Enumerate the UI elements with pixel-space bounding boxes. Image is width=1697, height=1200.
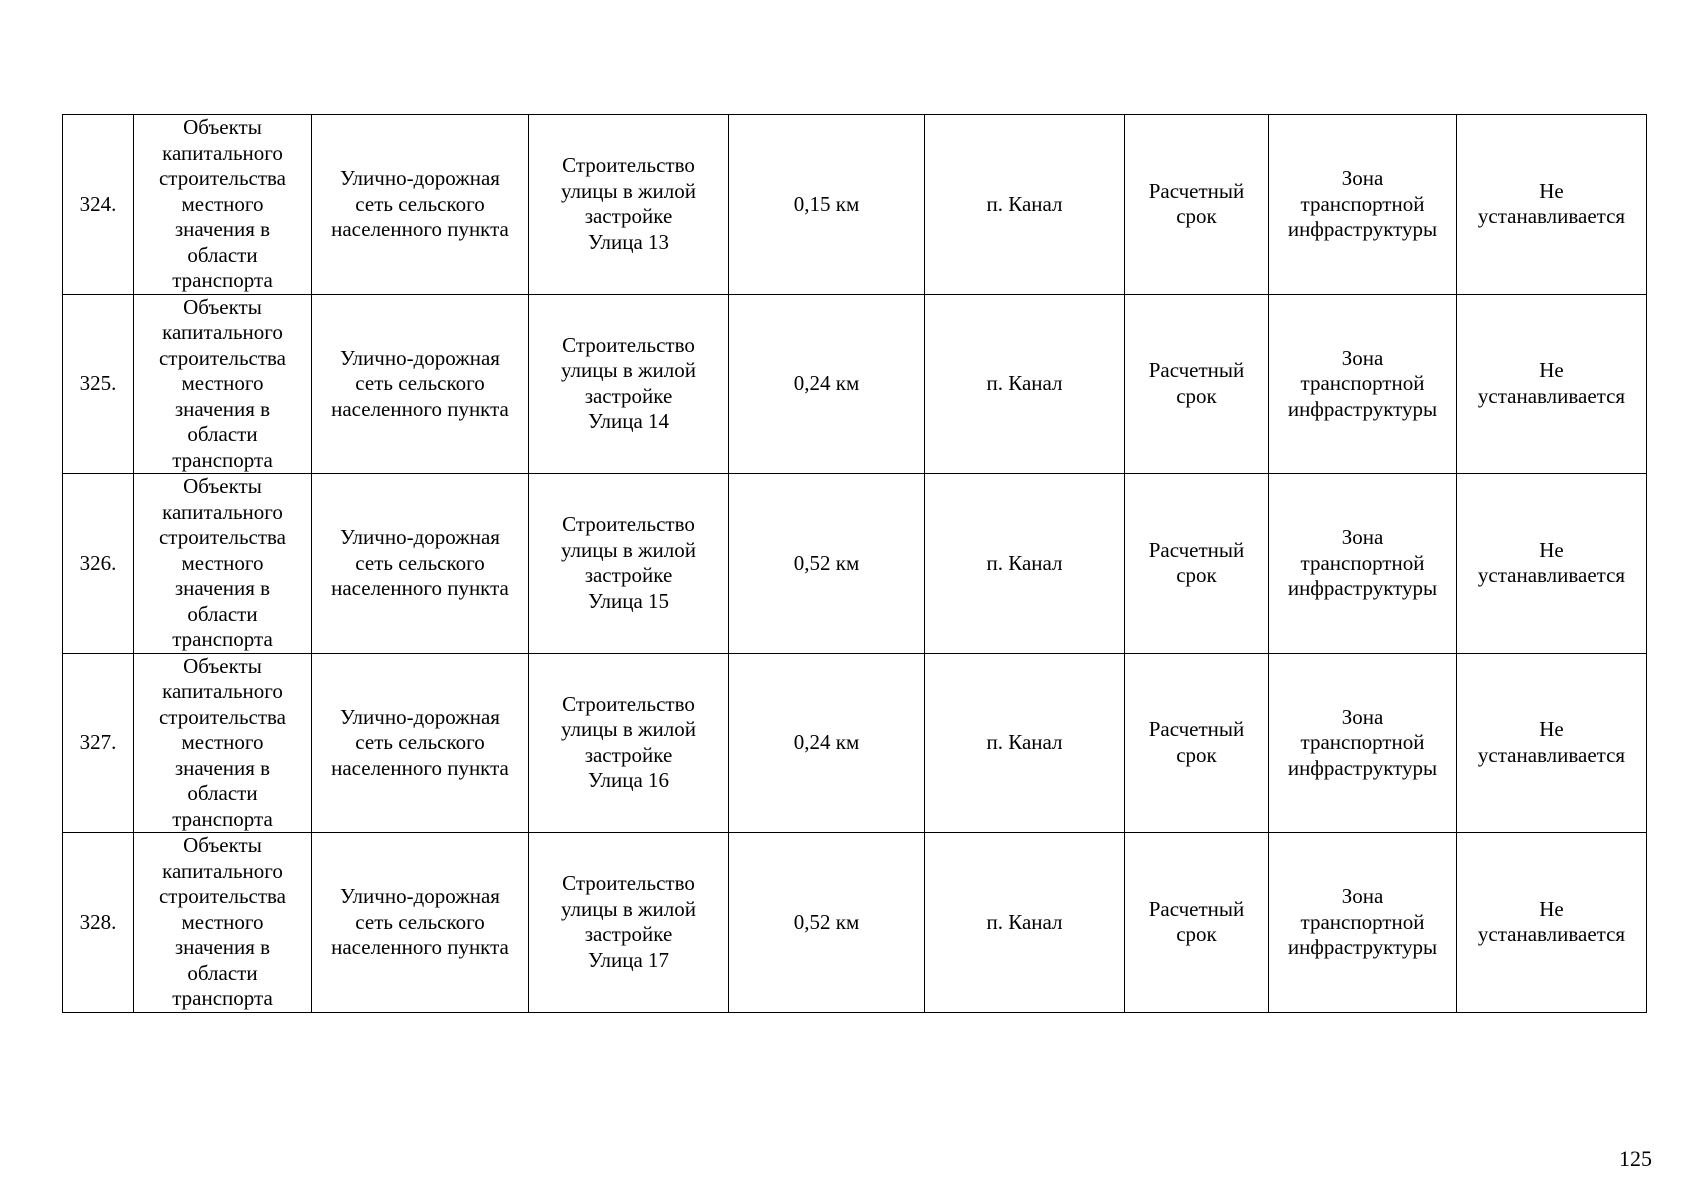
- object-name-cell: [529, 833, 729, 1013]
- category-line: капитального: [162, 140, 283, 165]
- object-name-line: застройке: [584, 922, 673, 947]
- object-name-line: Строительство: [562, 153, 695, 178]
- object-name-cell: [529, 294, 729, 474]
- zone-cell: [1269, 833, 1457, 1013]
- zone-cell: [1269, 474, 1457, 654]
- zone-line: транспортной: [1300, 191, 1425, 216]
- category-line: транспорта: [172, 268, 273, 292]
- object-type-cell: [312, 653, 529, 833]
- category-cell: [134, 474, 312, 654]
- category-line: Объекты: [183, 115, 262, 139]
- length-cell: 0,24 км: [729, 653, 925, 833]
- zone-line: транспортной: [1300, 371, 1425, 395]
- object-type-line: населенного пункта: [331, 217, 509, 241]
- table-body: [63, 115, 1647, 1013]
- category-line: местного: [181, 371, 264, 395]
- objects-table: [62, 114, 1647, 1013]
- category-line: местного: [181, 730, 264, 754]
- row-number-cell: 325.: [63, 294, 134, 474]
- zone-line: Зона: [1341, 166, 1384, 190]
- term-cell: [1125, 474, 1269, 654]
- restriction-cell: [1457, 474, 1647, 654]
- object-name-cell: [529, 474, 729, 654]
- object-name-line: улицы в жилой: [560, 358, 697, 383]
- object-name-line: улицы в жилой: [560, 178, 697, 203]
- table-row: [63, 474, 1647, 654]
- restriction-cell: [1457, 833, 1647, 1013]
- row-number-cell: 324.: [63, 115, 134, 295]
- restriction-line: Не: [1539, 358, 1564, 383]
- term-cell: [1125, 115, 1269, 295]
- zone-line: транспортной: [1300, 730, 1425, 754]
- table-row: [63, 294, 1647, 474]
- term-cell: [1125, 833, 1269, 1013]
- restriction-cell: [1457, 294, 1647, 474]
- zone-line: инфраструктуры: [1287, 396, 1438, 421]
- category-cell: [134, 833, 312, 1013]
- category-line: транспорта: [172, 806, 273, 831]
- category-cell: [134, 653, 312, 833]
- object-name-cell: [529, 115, 729, 295]
- row-number-cell: 328.: [63, 833, 134, 1013]
- zone-line: инфраструктуры: [1287, 217, 1438, 241]
- restriction-line: устанавливается: [1477, 204, 1626, 229]
- restriction-line: Не: [1539, 717, 1564, 742]
- zone-cell: [1269, 653, 1457, 833]
- object-name-line: Улица 15: [587, 588, 670, 613]
- category-line: строительства: [158, 525, 286, 549]
- category-line: строительства: [158, 704, 286, 729]
- object-name-line: Улица 17: [587, 947, 670, 972]
- object-type-cell: [312, 833, 529, 1013]
- zone-line: инфраструктуры: [1287, 935, 1438, 959]
- term-line: Расчетный: [1148, 896, 1245, 921]
- length-cell: 0,52 км: [729, 833, 925, 1013]
- category-line: Объекты: [183, 294, 262, 319]
- object-type-line: Улично-дорожная: [340, 166, 500, 190]
- category-line: строительства: [158, 345, 286, 370]
- term-cell: [1125, 653, 1269, 833]
- category-line: местного: [181, 191, 264, 216]
- object-name-line: застройке: [584, 383, 673, 408]
- restriction-cell: [1457, 653, 1647, 833]
- object-name-line: Улица 14: [587, 409, 670, 434]
- object-name-line: улицы в жилой: [560, 896, 697, 921]
- location-cell: п. Канал: [925, 294, 1125, 474]
- page-number: 125: [1619, 1146, 1652, 1171]
- term-line: срок: [1176, 204, 1217, 229]
- category-line: значения в: [174, 935, 271, 959]
- object-name-line: Улица 13: [587, 229, 670, 254]
- object-type-line: населенного пункта: [331, 935, 509, 959]
- category-line: местного: [181, 909, 264, 934]
- category-line: значения в: [174, 396, 271, 421]
- restriction-line: устанавливается: [1477, 922, 1626, 947]
- restriction-line: Не: [1539, 178, 1564, 203]
- object-name-line: Строительство: [562, 691, 695, 716]
- category-line: значения в: [174, 755, 271, 780]
- object-name-line: застройке: [584, 742, 673, 767]
- object-type-cell: [312, 474, 529, 654]
- object-type-line: сеть сельского: [355, 371, 485, 395]
- category-line: капитального: [162, 320, 283, 344]
- table-row: [63, 653, 1647, 833]
- table-row: [63, 115, 1647, 295]
- zone-line: Зона: [1341, 884, 1384, 908]
- restriction-cell: [1457, 115, 1647, 295]
- length-cell: 0,24 км: [729, 294, 925, 474]
- category-line: Объекты: [183, 833, 262, 857]
- term-line: Расчетный: [1148, 717, 1245, 742]
- object-name-line: застройке: [584, 204, 673, 229]
- term-line: срок: [1176, 383, 1217, 408]
- restriction-line: Не: [1539, 896, 1564, 921]
- object-type-line: сеть сельского: [355, 730, 485, 754]
- table-row: [63, 833, 1647, 1013]
- location-cell: п. Канал: [925, 115, 1125, 295]
- row-number-cell: 327.: [63, 653, 134, 833]
- category-line: значения в: [174, 576, 271, 600]
- object-name-line: улицы в жилой: [560, 537, 697, 562]
- term-line: Расчетный: [1148, 178, 1245, 203]
- object-type-line: Улично-дорожная: [340, 525, 500, 549]
- zone-line: Зона: [1341, 525, 1384, 549]
- object-type-line: Улично-дорожная: [340, 884, 500, 908]
- object-type-line: Улично-дорожная: [340, 704, 500, 729]
- object-type-cell: [312, 115, 529, 295]
- category-line: строительства: [158, 884, 286, 908]
- category-line: капитального: [162, 499, 283, 524]
- object-name-line: Строительство: [562, 871, 695, 896]
- zone-line: транспортной: [1300, 909, 1425, 934]
- object-name-cell: [529, 653, 729, 833]
- category-line: строительства: [158, 166, 286, 190]
- term-line: срок: [1176, 742, 1217, 767]
- zone-line: Зона: [1341, 704, 1384, 729]
- term-line: Расчетный: [1148, 358, 1245, 383]
- location-cell: п. Канал: [925, 474, 1125, 654]
- zone-cell: [1269, 294, 1457, 474]
- term-line: срок: [1176, 922, 1217, 947]
- term-line: Расчетный: [1148, 537, 1245, 562]
- object-type-line: населенного пункта: [331, 755, 509, 780]
- object-name-line: улицы в жилой: [560, 717, 697, 742]
- category-line: области: [187, 781, 258, 805]
- object-name-line: Строительство: [562, 512, 695, 537]
- category-line: Объекты: [183, 653, 262, 678]
- category-line: транспорта: [172, 986, 273, 1010]
- category-line: значения в: [174, 217, 271, 241]
- zone-line: Зона: [1341, 345, 1384, 370]
- category-cell: [134, 294, 312, 474]
- zone-line: транспортной: [1300, 550, 1425, 575]
- object-type-cell: [312, 294, 529, 474]
- length-cell: 0,15 км: [729, 115, 925, 295]
- object-type-line: сеть сельского: [355, 909, 485, 934]
- object-type-line: населенного пункта: [331, 576, 509, 600]
- row-number-cell: 326.: [63, 474, 134, 654]
- category-line: капитального: [162, 679, 283, 703]
- category-line: области: [187, 422, 258, 446]
- restriction-line: устанавливается: [1477, 742, 1626, 767]
- term-cell: [1125, 294, 1269, 474]
- restriction-line: Не: [1539, 537, 1564, 562]
- restriction-line: устанавливается: [1477, 563, 1626, 588]
- object-name-line: Строительство: [562, 332, 695, 357]
- location-cell: п. Канал: [925, 833, 1125, 1013]
- object-name-line: застройке: [584, 563, 673, 588]
- category-line: Объекты: [183, 474, 262, 498]
- category-line: области: [187, 601, 258, 626]
- object-type-line: сеть сельского: [355, 550, 485, 575]
- length-cell: 0,52 км: [729, 474, 925, 654]
- object-type-line: населенного пункта: [331, 396, 509, 421]
- object-type-line: Улично-дорожная: [340, 345, 500, 370]
- category-line: капитального: [162, 858, 283, 883]
- zone-line: инфраструктуры: [1287, 576, 1438, 600]
- category-line: области: [187, 960, 258, 985]
- location-cell: п. Канал: [925, 653, 1125, 833]
- category-line: области: [187, 242, 258, 267]
- term-line: срок: [1176, 563, 1217, 588]
- zone-line: инфраструктуры: [1287, 755, 1438, 780]
- category-cell: [134, 115, 312, 295]
- restriction-line: устанавливается: [1477, 383, 1626, 408]
- object-name-line: Улица 16: [587, 768, 670, 793]
- object-type-line: сеть сельского: [355, 191, 485, 216]
- category-line: местного: [181, 550, 264, 575]
- category-line: транспорта: [172, 447, 273, 472]
- category-line: транспорта: [172, 627, 273, 651]
- zone-cell: [1269, 115, 1457, 295]
